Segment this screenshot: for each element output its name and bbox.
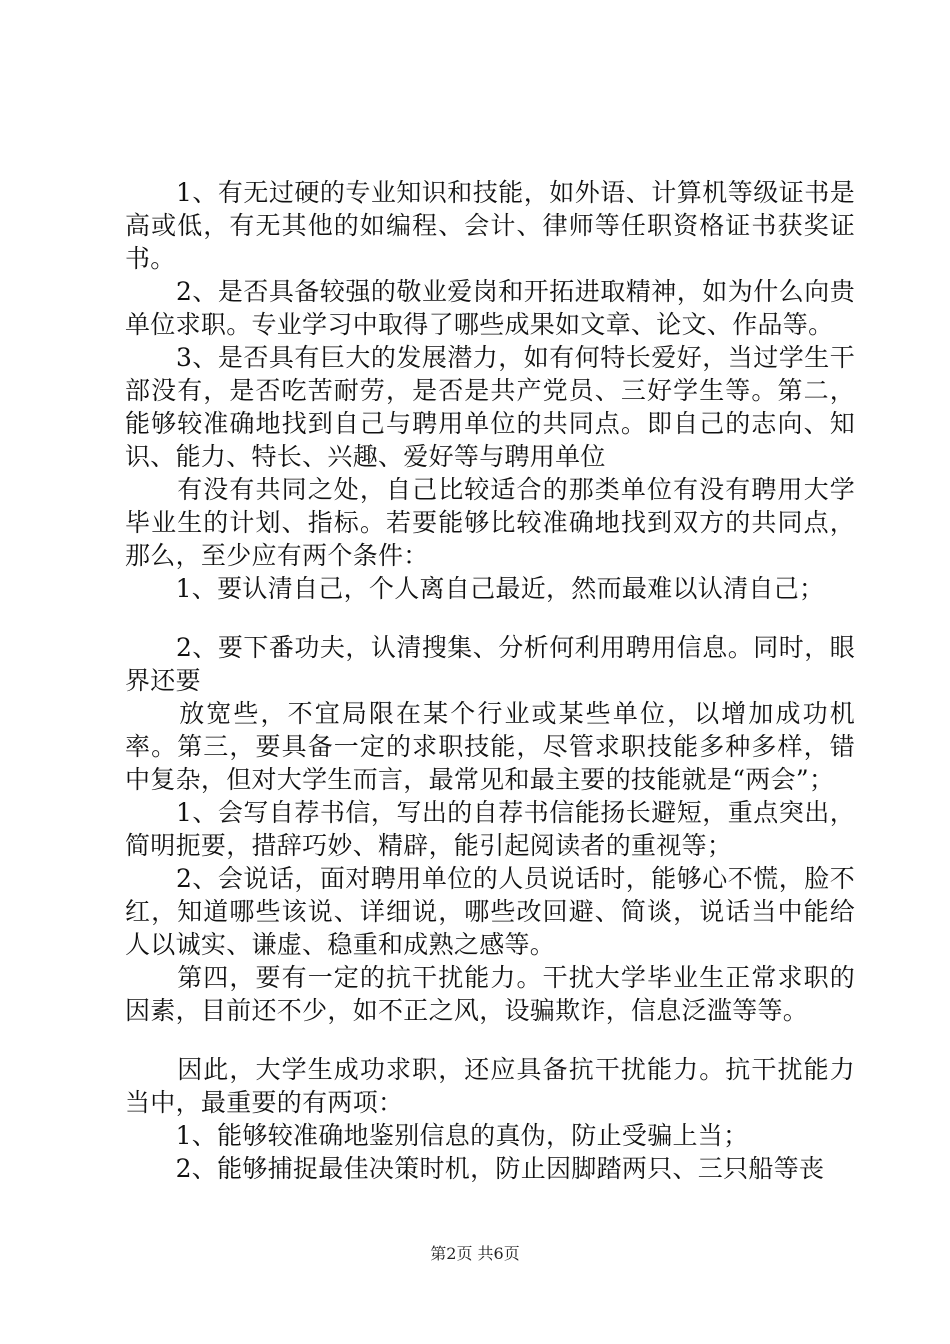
paragraph-13: 2、能够捕捉最佳决策时机，防止因脚踏两只、三只船等丧 bbox=[125, 1154, 825, 1183]
paragraph-4: 有没有共同之处，自己比较适合的那类单位有没有聘用大学毕业生的计划、指标。若要能够比较准确地找到双方的共同点，那么，至少应有两个条件： bbox=[125, 475, 855, 570]
paragraph-7: 放宽些，不宜局限在某个行业或某些单位，以增加成功机率。第三，要具备一定的求职技能，尽管求职技能多种多样，错中复杂，但对大学生而言，最常见和最主要的技能就是“两会”； bbox=[125, 699, 855, 794]
paragraph-2: 2、是否具备较强的敬业爱岗和开拓进取精神，如为什么向贵单位求职。专业学习中取得了哪些成果如文章、论文、作品等。 bbox=[125, 277, 855, 339]
paragraph-5: 1、要认清自己，个人离自己最近，然而最难以认清自己； bbox=[125, 574, 825, 603]
paragraph-10: 第四，要有一定的抗干扰能力。干扰大学毕业生正常求职的因素，目前还不少，如不正之风，设骗欺诈，信息泛滥等等。 bbox=[125, 963, 855, 1025]
paragraph-spacer bbox=[125, 605, 855, 631]
paragraph-1: 1、有无过硬的专业知识和技能，如外语、计算机等级证书是高或低，有无其他的如编程、会计、律师等任职资格证书获奖证书。 bbox=[125, 178, 855, 273]
paragraph-spacer bbox=[125, 1027, 855, 1053]
page-footer: 第2页 共6页 bbox=[430, 1244, 520, 1263]
paragraph-9: 2、会说话，面对聘用单位的人员说话时，能够心不慌，脸不红，知道哪些该说、详细说，哪些改回避、简谈，说话当中能给人以诚实、谦虚、稳重和成熟之感等。 bbox=[125, 864, 855, 959]
paragraph-11: 因此，大学生成功求职，还应具备抗干扰能力。抗干扰能力当中，最重要的有两项： bbox=[125, 1055, 855, 1117]
paragraph-3: 3、是否具有巨大的发展潜力，如有何特长爱好，当过学生干部没有，是否吃苦耐劳，是否是共产党员、三好学生等。第二，能够较准确地找到自己与聘用单位的共同点。即自己的志向、知识、能力、特长、兴趣、爱好等与聘用单位 bbox=[125, 343, 855, 471]
paragraph-6: 2、要下番功夫，认清搜集、分析何利用聘用信息。同时，眼界还要 bbox=[125, 633, 855, 695]
paragraph-12: 1、能够较准确地鉴别信息的真伪，防止受骗上当； bbox=[125, 1121, 749, 1150]
document-body bbox=[125, 176, 855, 1185]
paragraph-8: 1、会写自荐书信，写出的自荐书信能扬长避短，重点突出，简明扼要，措辞巧妙、精辟，能引起阅读者的重视等； bbox=[125, 798, 855, 860]
